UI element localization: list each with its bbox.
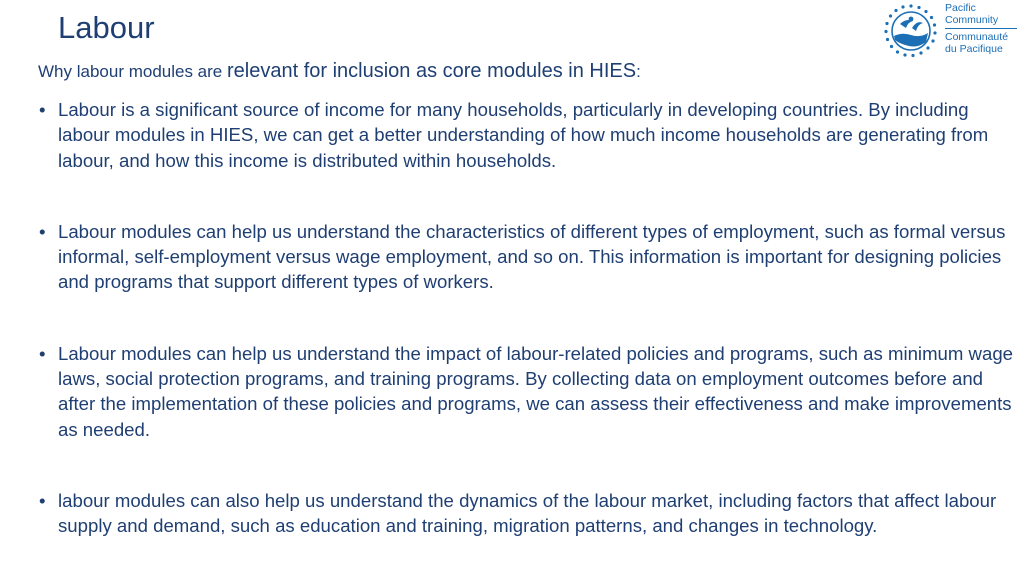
slide-subtitle <box>38 60 641 83</box>
slide-title: Labour <box>58 10 155 45</box>
logo-text <box>945 2 1017 55</box>
subtitle-emphasis: relevant for inclusion as core modules in HIES <box>226 60 637 82</box>
logo-divider <box>945 28 1017 29</box>
bullet-item-income: • Labour is a significant source of income for many households, particularly in developing countries. By including labour modules in HIES, we can get a better understanding of how much income households are generating from labour, and how this income is distributed within households. <box>38 97 1020 173</box>
logo-line-pacific: Pacific <box>945 2 976 14</box>
logo-line-community: Community <box>945 14 999 26</box>
pacific-community-logo <box>882 2 1022 60</box>
subtitle-lead: Why labour modules are <box>38 62 227 81</box>
subtitle-end: : <box>636 62 641 81</box>
bullet-list <box>38 97 1020 576</box>
bullet-item-policy-impact: • Labour modules can help us understand the impact of labour-related policies and programs, such as minimum wage laws, social protection programs, and training programs. By collecting data on employment outcomes before and after the implementation of these policies and programs, we can assess their effectiveness and make improvements as needed. <box>38 341 1020 442</box>
bullet-item-employment-types: • Labour modules can help us understand the characteristics of different types of employment, such as formal versus informal, self-employment versus wage employment, and so on. This information is important for designing policies and programs that support different types of workers. <box>38 219 1020 295</box>
logo-line-du-pacifique: du Pacifique <box>945 43 1003 55</box>
bullet-item-market-dynamics: • labour modules can also help us understand the dynamics of the labour market, including factors that affect labour supply and demand, such as education and training, migration patterns, and changes in technology. <box>38 488 1020 539</box>
logo-emblem-icon <box>882 2 940 60</box>
logo-line-communaute: Communauté <box>945 31 1009 43</box>
